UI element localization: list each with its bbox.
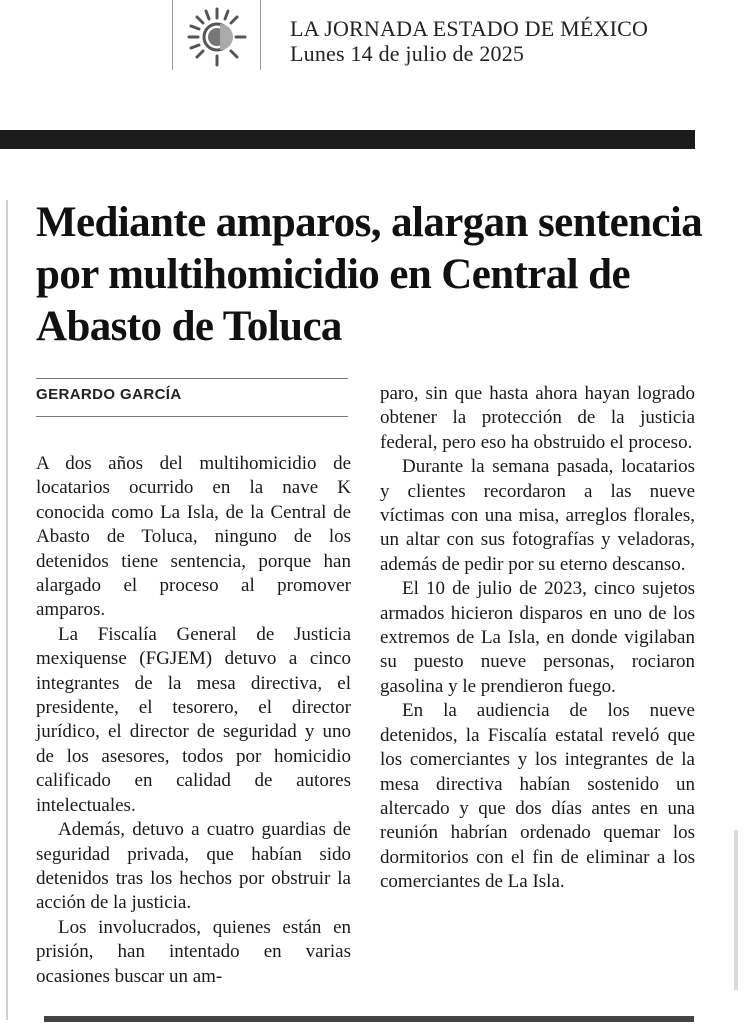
publication-name: LA JORNADA ESTADO DE MÉXICO	[290, 16, 649, 41]
page-edge-left	[6, 200, 8, 1020]
page-edge-right	[734, 830, 738, 990]
headline: Mediante amparos, alargan sentencia por multihomicidio en Central de Abasto de Toluca	[36, 199, 703, 350]
paragraph: A dos años del multihomicidio de locatarios ocurrido en la nave K conocida como La Isla, de la Central de Abasto de Toluca, ninguno de los detenidos tiene sentencia, porque han alargado el proceso al promover amparos.	[36, 453, 351, 621]
paragraph: La Fiscalía General de Justicia mexiquense (FGJEM) detuvo a cinco integrantes de la mesa directiva, el presidente, el tesorero, el director jurídico, el director de seguridad y uno de los asesores, todos por homicidio calificado en calidad de autores intelectuales.	[36, 623, 351, 816]
publication-date: Lunes 14 de julio de 2025	[290, 41, 525, 66]
paragraph: Los involucrados, quienes están en prisión, han intentado en varias ocasiones buscar un am-	[36, 916, 351, 987]
byline: GERARDO GARCÍA	[36, 386, 182, 403]
article-column-1	[36, 452, 351, 989]
header-divider-right	[260, 0, 261, 70]
section-bar	[0, 130, 695, 149]
header-divider-left	[172, 0, 173, 70]
paragraph: Durante la semana pasada, locatarios y clientes recordaron a las nueve víctimas con una misa, arreglos florales, un altar con sus fotografías y veladoras, además de pedir por su eterno descanso.	[380, 456, 695, 575]
paragraph: El 10 de julio de 2023, cinco sujetos armados hicieron disparos en uno de los extremos de La Isla, en donde vigilaban su puesto nueve personas, rociaron gasolina y le prendieron fuego.	[380, 578, 695, 697]
sun-logo-icon	[186, 6, 248, 68]
paragraph: Además, detuvo a cuatro guardias de seguridad privada, que habían sido detenidos tras los hechos por obstruir la acción de la justicia.	[36, 819, 351, 914]
paragraph: paro, sin que hasta ahora hayan logrado obtener la protección de la justicia federal, pero eso ha obstruido el proceso.	[380, 383, 695, 453]
paragraph: En la audiencia de los nueve detenidos, la Fiscalía estatal reveló que los comerciantes y los integrantes de la mesa directiva habían sostenido un altercado y que dos días antes en una reunión habrían ordenado quemar los dormitorios con el fin de eliminar a los comerciantes de La Isla.	[380, 700, 695, 893]
article-column-2	[380, 382, 695, 895]
bottom-rule	[44, 1016, 694, 1022]
byline-rule-bottom	[36, 416, 348, 417]
byline-rule-top	[36, 378, 348, 379]
masthead	[290, 16, 648, 66]
